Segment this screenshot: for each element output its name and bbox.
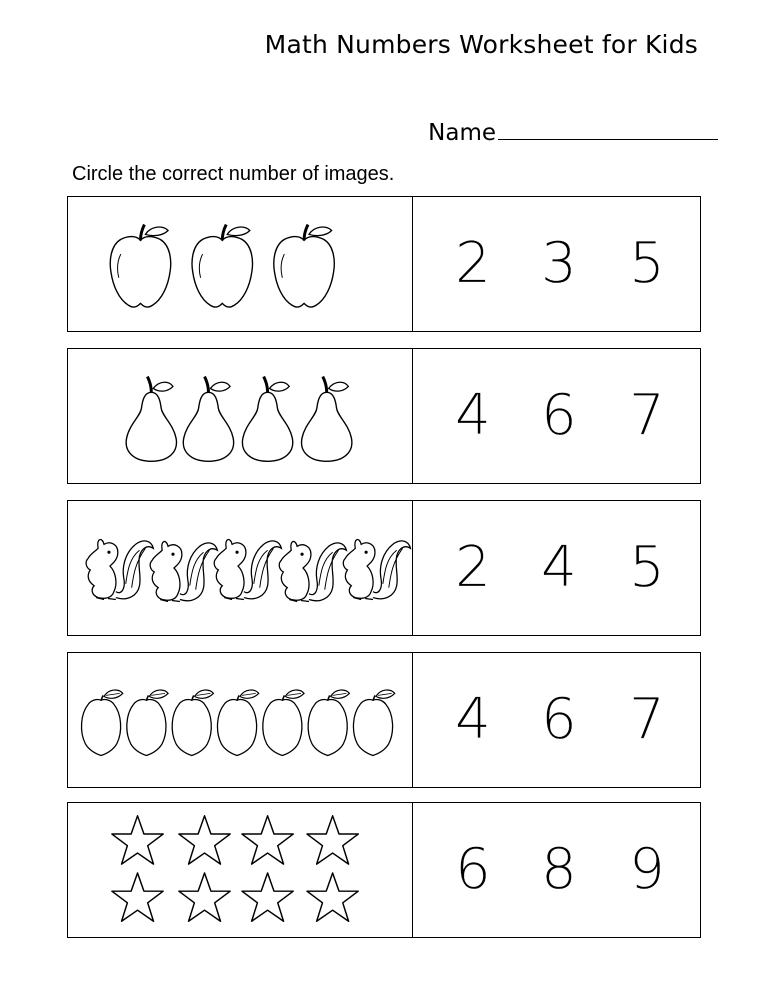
squirrel-icon	[86, 539, 153, 599]
pear-icon	[183, 377, 233, 462]
number-choice[interactable]: 2	[455, 535, 491, 600]
apple-icon	[110, 225, 170, 307]
star-icon	[307, 873, 358, 921]
number-choices	[413, 349, 700, 483]
number-choice[interactable]: 6	[455, 837, 491, 902]
apple-icon	[274, 225, 334, 307]
number-choice[interactable]: 7	[629, 687, 665, 752]
lemon-icon	[172, 690, 213, 755]
pear-icon	[302, 377, 352, 462]
number-choices	[413, 501, 700, 635]
picture-panel	[68, 501, 413, 635]
name-field	[0, 115, 718, 146]
number-choice[interactable]: 3	[541, 231, 577, 296]
number-choice[interactable]: 7	[629, 383, 665, 448]
lemon-icon	[263, 690, 304, 755]
apple-icon	[192, 225, 252, 307]
number-choice[interactable]: 8	[541, 837, 577, 902]
number-choice[interactable]: 5	[629, 231, 665, 296]
star-icon	[307, 816, 358, 864]
star-icon	[242, 873, 293, 921]
number-choice[interactable]: 9	[629, 837, 665, 902]
star-icon	[179, 816, 230, 864]
picture-panel	[68, 803, 413, 937]
star-icon	[112, 873, 163, 921]
apple-group	[68, 197, 412, 331]
exercise-row-apples	[67, 196, 701, 332]
squirrel-icon	[150, 541, 217, 601]
number-choice[interactable]: 2	[455, 231, 491, 296]
name-label: Name	[428, 120, 496, 146]
squirrel-group	[68, 501, 412, 635]
lemon-icon	[127, 690, 168, 755]
squirrel-icon	[279, 541, 346, 601]
number-choices	[413, 653, 700, 787]
number-choice[interactable]: 5	[629, 535, 665, 600]
star-icon	[112, 816, 163, 864]
exercise-row-pears	[67, 348, 701, 484]
picture-panel	[68, 653, 413, 787]
picture-panel	[68, 349, 413, 483]
exercise-row-lemons	[67, 652, 701, 788]
lemon-icon	[82, 690, 123, 755]
lemon-icon	[353, 690, 394, 755]
instruction-text: Circle the correct number of images.	[72, 163, 395, 185]
squirrel-icon	[343, 539, 410, 599]
star-icon	[242, 816, 293, 864]
lemon-group	[68, 653, 412, 787]
number-choice[interactable]: 4	[455, 383, 491, 448]
pear-icon	[242, 377, 292, 462]
number-choices	[413, 803, 700, 937]
number-choice[interactable]: 6	[541, 383, 577, 448]
name-blank-line[interactable]	[498, 115, 718, 140]
pear-group	[68, 349, 412, 483]
exercise-row-squirrels	[67, 500, 701, 636]
squirrel-icon	[214, 539, 281, 599]
worksheet-title: Math Numbers Worksheet for Kids	[264, 30, 698, 59]
star-icon	[179, 873, 230, 921]
number-choice[interactable]: 4	[541, 535, 577, 600]
pear-icon	[126, 377, 176, 462]
lemon-icon	[217, 690, 258, 755]
star-group	[68, 803, 412, 937]
number-choices	[413, 197, 700, 331]
picture-panel	[68, 197, 413, 331]
lemon-icon	[308, 690, 349, 755]
number-choice[interactable]: 4	[455, 687, 491, 752]
number-choice[interactable]: 6	[541, 687, 577, 752]
exercise-row-stars	[67, 802, 701, 938]
